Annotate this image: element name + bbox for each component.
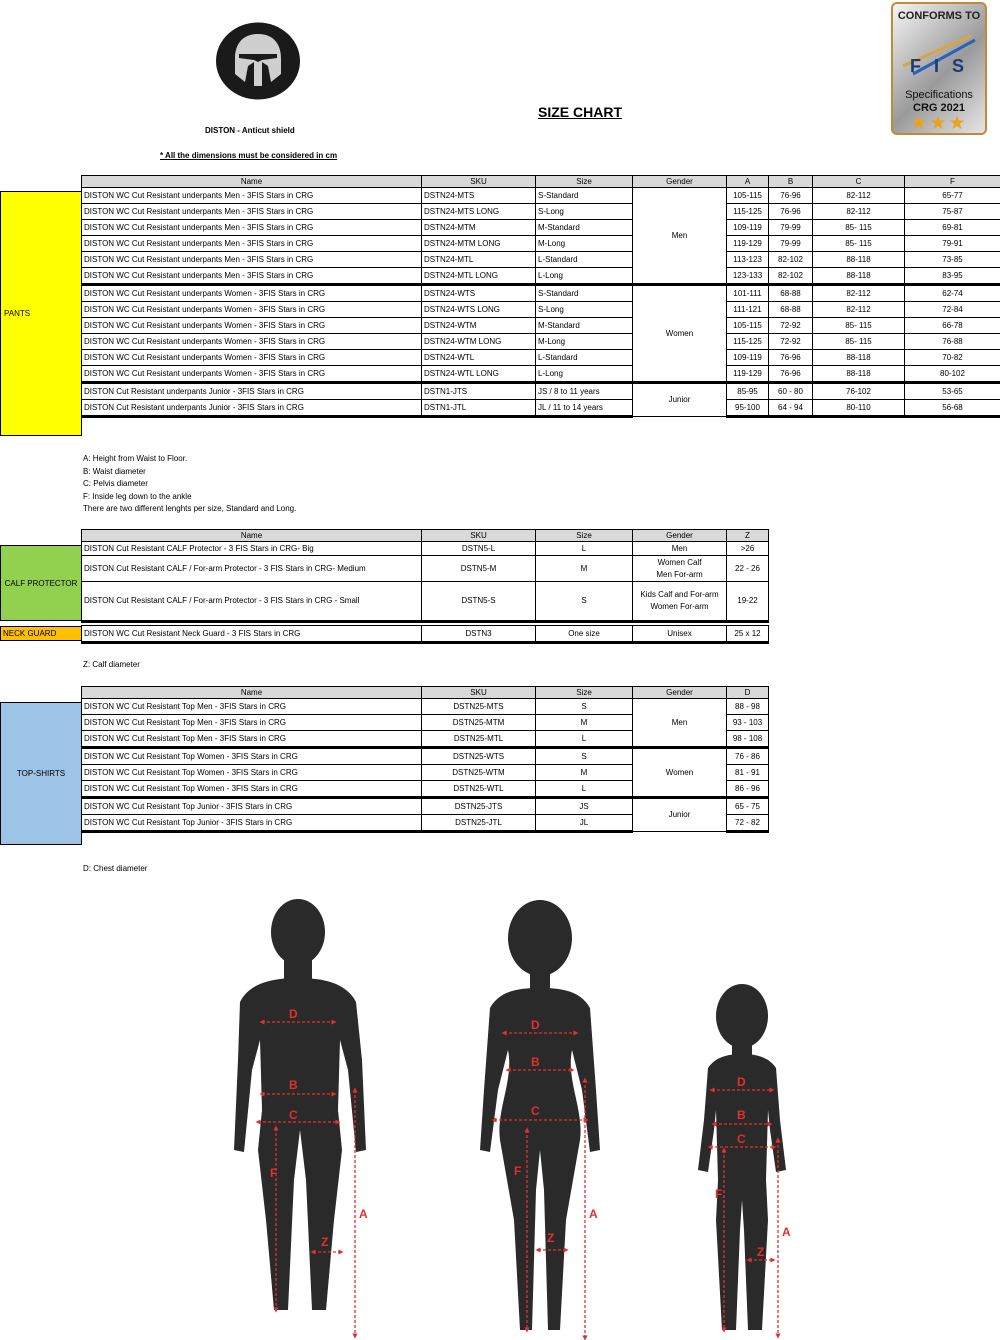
column-header: F xyxy=(905,176,1000,188)
cell-b: 60 - 80 xyxy=(769,383,813,400)
column-header: Z xyxy=(727,530,769,542)
table-row xyxy=(82,204,1000,220)
column-header: Size xyxy=(536,530,633,542)
cell-gender: Unisex xyxy=(633,626,727,643)
cell-sku: DSTN25-JTS xyxy=(422,798,536,815)
category-neck xyxy=(0,626,82,641)
child-silhouette xyxy=(698,984,786,1330)
cell-f: 65-77 xyxy=(905,188,1000,204)
cell-b: 68-88 xyxy=(769,285,813,302)
page-title: SIZE CHART xyxy=(538,104,622,120)
cell-size: M xyxy=(536,765,633,781)
cell-b: 79-99 xyxy=(769,236,813,252)
cell-name: DISTON WC Cut Resistant Top Junior - 3FIS Stars in CRG xyxy=(82,798,422,815)
category-tops-label: TOP-SHIRTS xyxy=(16,769,66,778)
cell-f: 80-102 xyxy=(905,366,1000,383)
cell-name: DISTON Cut Resistant CALF / For-arm Protector - 3 FIS Stars in CRG - Small xyxy=(82,582,422,622)
cell-b: 72-92 xyxy=(769,318,813,334)
cell-a: 115-125 xyxy=(727,204,769,220)
body-figures xyxy=(0,890,1000,1340)
fis-badge xyxy=(891,2,987,135)
woman-silhouette xyxy=(480,900,600,1330)
column-header: Size xyxy=(536,176,633,188)
child-label-d: D xyxy=(737,1075,746,1089)
cell-size: S xyxy=(536,748,633,765)
gender-line: Kids Calf and For-arm xyxy=(640,590,719,599)
cell-gender: Men xyxy=(633,188,727,285)
column-header: C xyxy=(813,176,905,188)
man-label-z: Z xyxy=(321,1235,329,1249)
cell-name: DISTON WC Cut Resistant Top Men - 3FIS Stars in CRG xyxy=(82,731,422,748)
cell-name: DISTON WC Cut Resistant Neck Guard - 3 FIS Stars in CRG xyxy=(82,626,422,643)
cell-f: 75-87 xyxy=(905,204,1000,220)
category-pants xyxy=(0,191,82,436)
cell-sku: DSTN24-MTM xyxy=(422,220,536,236)
cell-sku: DSTN1-JTL xyxy=(422,400,536,417)
column-header: Gender xyxy=(633,176,727,188)
cell-sku: DSTN24-MTL LONG xyxy=(422,268,536,285)
cell-c: 85- 115 xyxy=(813,334,905,350)
cell-size: JL / 11 to 14 years xyxy=(536,400,633,417)
cell-sku: DSTN5-S xyxy=(422,582,536,622)
cell-a: 85-95 xyxy=(727,383,769,400)
column-header: Gender xyxy=(633,530,727,542)
cell-sku: DSTN24-MTS xyxy=(422,188,536,204)
woman-label-a: A xyxy=(589,1207,598,1221)
woman-label-f: F xyxy=(514,1164,522,1178)
badge-stars-icon: ★★★ xyxy=(910,113,968,134)
cell-f: 56-68 xyxy=(905,400,1000,417)
cell-size: M-Long xyxy=(536,236,633,252)
cell-a: 123-133 xyxy=(727,268,769,285)
cell-a: 109-119 xyxy=(727,350,769,366)
cell-a: 113-123 xyxy=(727,252,769,268)
column-header: Name xyxy=(82,176,422,188)
cell-name: DISTON WC Cut Resistant underpants Women - 3FIS Stars in CRG xyxy=(82,318,422,334)
cell-name: DISTON Cut Resistant underpants Junior - 3FIS Stars in CRG xyxy=(82,383,422,400)
cell-f: 73-85 xyxy=(905,252,1000,268)
cell-b: 76-96 xyxy=(769,188,813,204)
cell-c: 82-112 xyxy=(813,285,905,302)
cell-sku: DSTN25-WTS xyxy=(422,748,536,765)
cell-b: 76-96 xyxy=(769,366,813,383)
cell-size: JS / 8 to 11 years xyxy=(536,383,633,400)
column-header: SKU xyxy=(422,687,536,699)
cell-c: 82-112 xyxy=(813,188,905,204)
table-row xyxy=(82,318,1000,334)
cell-sku: DSTN24-WTS xyxy=(422,285,536,302)
cell-sku: DSTN25-JTL xyxy=(422,815,536,832)
table-row xyxy=(82,236,1000,252)
badge-line2: Specifications xyxy=(905,89,973,101)
cell-name: DISTON Cut Resistant CALF Protector - 3 FIS Stars in CRG- Big xyxy=(82,542,422,556)
category-pants-label: PANTS xyxy=(4,309,31,318)
cell-d: 65 - 75 xyxy=(727,798,769,815)
table-row xyxy=(82,268,1000,285)
cell-name: DISTON WC Cut Resistant Top Women - 3FIS Stars in CRG xyxy=(82,765,422,781)
cell-c: 76-102 xyxy=(813,383,905,400)
child-label-a: A xyxy=(782,1225,791,1239)
table-row xyxy=(82,334,1000,350)
cell-name: DISTON WC Cut Resistant underpants Men - 3FIS Stars in CRG xyxy=(82,252,422,268)
cell-sku: DSTN24-WTL xyxy=(422,350,536,366)
table-header-row xyxy=(82,687,769,699)
column-header: B xyxy=(769,176,813,188)
cell-d: 81 - 91 xyxy=(727,765,769,781)
cell-gender xyxy=(633,542,727,556)
woman-label-b: B xyxy=(531,1055,540,1069)
cell-name: DISTON WC Cut Resistant underpants Women - 3FIS Stars in CRG xyxy=(82,366,422,383)
cell-z: 22 - 26 xyxy=(727,556,769,582)
cell-gender: Women xyxy=(633,748,727,798)
cell-c: 88-118 xyxy=(813,366,905,383)
cell-b: 72-92 xyxy=(769,334,813,350)
cell-f: 76-88 xyxy=(905,334,1000,350)
man-label-b: B xyxy=(289,1078,298,1092)
cell-size: L xyxy=(536,781,633,798)
man-label-f: F xyxy=(270,1166,278,1180)
cell-gender: Junior xyxy=(633,798,727,832)
cell-sku: DSTN1-JTS xyxy=(422,383,536,400)
table-row xyxy=(82,400,1000,417)
woman-label-z: Z xyxy=(547,1231,555,1245)
pants-table xyxy=(81,175,1000,418)
column-header: Size xyxy=(536,687,633,699)
cell-size: M-Standard xyxy=(536,220,633,236)
cell-gender: Junior xyxy=(633,383,727,417)
cell-sku: DSTN5-M xyxy=(422,556,536,582)
cell-name: DISTON WC Cut Resistant underpants Men - 3FIS Stars in CRG xyxy=(82,236,422,252)
cell-name: DISTON WC Cut Resistant Top Men - 3FIS Stars in CRG xyxy=(82,699,422,715)
child-label-b: B xyxy=(737,1108,746,1122)
table-row xyxy=(82,582,769,622)
table-row xyxy=(82,798,769,815)
cell-b: 76-96 xyxy=(769,204,813,220)
cell-name: DISTON WC Cut Resistant underpants Men - 3FIS Stars in CRG xyxy=(82,204,422,220)
cell-f: 69-81 xyxy=(905,220,1000,236)
cell-size: JS xyxy=(536,798,633,815)
cell-c: 82-112 xyxy=(813,204,905,220)
cell-sku: DSTN24-WTL LONG xyxy=(422,366,536,383)
cell-size: M-Standard xyxy=(536,318,633,334)
brand-caption: DISTON - Anticut shield xyxy=(205,126,295,135)
column-header: A xyxy=(727,176,769,188)
cell-gender: Men xyxy=(633,699,727,748)
cell-f: 79-91 xyxy=(905,236,1000,252)
category-calf xyxy=(0,545,82,621)
cell-a: 105-115 xyxy=(727,188,769,204)
cell-d: 88 - 98 xyxy=(727,699,769,715)
table-row xyxy=(82,542,769,556)
cell-z: >26 xyxy=(727,542,769,556)
cell-c: 88-118 xyxy=(813,252,905,268)
cell-size: S-Standard xyxy=(536,188,633,204)
column-header: SKU xyxy=(422,530,536,542)
man-label-a: A xyxy=(359,1207,368,1221)
cell-a: 119-129 xyxy=(727,366,769,383)
cell-name: DISTON Cut Resistant underpants Junior - 3FIS Stars in CRG xyxy=(82,400,422,417)
child-label-z: Z xyxy=(757,1245,765,1259)
gender-line: Men xyxy=(671,543,688,553)
calf-note: Z: Calf diameter xyxy=(83,660,140,669)
cell-name: DISTON WC Cut Resistant Top Men - 3FIS Stars in CRG xyxy=(82,715,422,731)
cell-name: DISTON WC Cut Resistant Top Women - 3FIS Stars in CRG xyxy=(82,781,422,798)
cell-size: S-Long xyxy=(536,302,633,318)
tops-table xyxy=(81,686,769,833)
woman-label-c: C xyxy=(531,1104,540,1118)
cell-gender xyxy=(633,556,727,582)
cell-sku: DSTN25-MTS xyxy=(422,699,536,715)
cell-size: JL xyxy=(536,815,633,832)
badge-line1: CONFORMS TO xyxy=(897,10,981,22)
man-silhouette xyxy=(234,899,366,1310)
cell-a: 105-115 xyxy=(727,318,769,334)
cell-size: S-Standard xyxy=(536,285,633,302)
tops-note: D: Chest diameter xyxy=(83,864,148,873)
pants-notes xyxy=(83,453,296,516)
column-header: Gender xyxy=(633,687,727,699)
cell-a: 119-129 xyxy=(727,236,769,252)
table-row xyxy=(82,366,1000,383)
cell-f: 53-65 xyxy=(905,383,1000,400)
cell-z: 25 x 12 xyxy=(727,626,769,643)
cell-a: 115-125 xyxy=(727,334,769,350)
cell-size: L-Standard xyxy=(536,350,633,366)
cell-d: 86 - 96 xyxy=(727,781,769,798)
cell-name: DISTON WC Cut Resistant Top Women - 3FIS Stars in CRG xyxy=(82,748,422,765)
cell-c: 82-112 xyxy=(813,302,905,318)
cell-d: 98 - 108 xyxy=(727,731,769,748)
cell-sku: DSTN24-MTM LONG xyxy=(422,236,536,252)
table-header-row xyxy=(82,176,1000,188)
cell-size: M xyxy=(536,715,633,731)
cell-b: 82-102 xyxy=(769,252,813,268)
table-row xyxy=(82,383,1000,400)
cell-f: 66-78 xyxy=(905,318,1000,334)
column-header: Name xyxy=(82,687,422,699)
man-label-c: C xyxy=(289,1108,298,1122)
cell-a: 95-100 xyxy=(727,400,769,417)
unit-note: * All the dimensions must be considered in cm xyxy=(160,151,338,160)
cell-name: DISTON WC Cut Resistant underpants Men - 3FIS Stars in CRG xyxy=(82,188,422,204)
table-row xyxy=(82,252,1000,268)
cell-sku: DSTN3 xyxy=(422,626,536,643)
note-line: A: Height from Waist to Floor. xyxy=(83,454,188,463)
cell-z: 19-22 xyxy=(727,582,769,622)
cell-d: 76 - 86 xyxy=(727,748,769,765)
cell-size: M xyxy=(536,556,633,582)
woman-label-d: D xyxy=(531,1018,540,1032)
cell-size: S-Long xyxy=(536,204,633,220)
cell-size: S xyxy=(536,699,633,715)
cell-c: 88-118 xyxy=(813,268,905,285)
category-calf-label: CALF PROTECTOR xyxy=(4,578,78,588)
cell-c: 85- 115 xyxy=(813,220,905,236)
table-row xyxy=(82,748,769,765)
cell-sku: DSTN25-MTL xyxy=(422,731,536,748)
badge-line3: CRG 2021 xyxy=(913,102,965,114)
cell-sku: DSTN24-WTS LONG xyxy=(422,302,536,318)
cell-b: 79-99 xyxy=(769,220,813,236)
cell-d: 72 - 82 xyxy=(727,815,769,832)
column-header: D xyxy=(727,687,769,699)
child-label-f: F xyxy=(715,1187,723,1201)
note-line: C: Pelvis diameter xyxy=(83,479,148,488)
table-row xyxy=(82,188,1000,204)
cell-f: 72-84 xyxy=(905,302,1000,318)
cell-sku: DSTN25-WTM xyxy=(422,765,536,781)
table-row xyxy=(82,699,769,715)
note-line: B: Waist diameter xyxy=(83,466,146,476)
column-header: SKU xyxy=(422,176,536,188)
cell-c: 85- 115 xyxy=(813,318,905,334)
table-row xyxy=(82,350,1000,366)
cell-f: 83-95 xyxy=(905,268,1000,285)
badge-fis: F I S xyxy=(909,56,968,76)
cell-c: 85- 115 xyxy=(813,236,905,252)
cell-b: 68-88 xyxy=(769,302,813,318)
cell-name: DISTON WC Cut Resistant underpants Women - 3FIS Stars in CRG xyxy=(82,350,422,366)
column-header: Name xyxy=(82,530,422,542)
cell-size: L-Long xyxy=(536,268,633,285)
cell-a: 101-111 xyxy=(727,285,769,302)
cell-name: DISTON WC Cut Resistant underpants Women - 3FIS Stars in CRG xyxy=(82,334,422,350)
cell-sku: DSTN24-WTM LONG xyxy=(422,334,536,350)
spartan-helmet-icon xyxy=(215,22,301,100)
cell-a: 111-121 xyxy=(727,302,769,318)
child-label-c: C xyxy=(737,1132,746,1146)
cell-b: 76-96 xyxy=(769,350,813,366)
table-row-neck xyxy=(82,626,769,643)
cell-size: L-Standard xyxy=(536,252,633,268)
gender-line: Women For-arm xyxy=(650,602,709,611)
cell-c: 88-118 xyxy=(813,350,905,366)
category-neck-label: NECK GUARD xyxy=(3,629,57,638)
cell-size: S xyxy=(536,582,633,622)
cell-a: 109-119 xyxy=(727,220,769,236)
cell-name: DISTON WC Cut Resistant underpants Women - 3FIS Stars in CRG xyxy=(82,302,422,318)
gender-line: Women Calf xyxy=(657,557,702,567)
table-row xyxy=(82,556,769,582)
category-tops xyxy=(0,702,82,845)
cell-size: One size xyxy=(536,626,633,643)
cell-name: DISTON WC Cut Resistant underpants Men - 3FIS Stars in CRG xyxy=(82,220,422,236)
cell-name: DISTON WC Cut Resistant Top Junior - 3FIS Stars in CRG xyxy=(82,815,422,832)
table-header-row xyxy=(82,530,769,542)
cell-f: 62-74 xyxy=(905,285,1000,302)
cell-f: 70-82 xyxy=(905,350,1000,366)
cell-name: DISTON Cut Resistant CALF / For-arm Protector - 3 FIS Stars in CRG- Medium xyxy=(82,556,422,582)
table-row xyxy=(82,302,1000,318)
cell-sku: DSTN24-MTL xyxy=(422,252,536,268)
note-line: There are two different lenghts per size, Standard and Long. xyxy=(83,504,297,513)
note-line: F: Inside leg down to the ankle xyxy=(83,491,192,501)
cell-size: L xyxy=(536,731,633,748)
brand-logo xyxy=(215,22,301,100)
cell-sku: DSTN5-L xyxy=(422,542,536,556)
cell-sku: DSTN24-WTM xyxy=(422,318,536,334)
cell-sku: DSTN24-MTS LONG xyxy=(422,204,536,220)
cell-size: M-Long xyxy=(536,334,633,350)
cell-b: 64 - 94 xyxy=(769,400,813,417)
gender-line: Men For-arm xyxy=(656,569,703,579)
table-row xyxy=(82,285,1000,302)
cell-name: DISTON WC Cut Resistant underpants Men - 3FIS Stars in CRG xyxy=(82,268,422,285)
calf-table xyxy=(81,529,769,644)
cell-c: 80-110 xyxy=(813,400,905,417)
cell-size: L-Long xyxy=(536,366,633,383)
cell-size: L xyxy=(536,542,633,556)
cell-sku: DSTN25-WTL xyxy=(422,781,536,798)
cell-gender: Women xyxy=(633,285,727,383)
man-label-d: D xyxy=(289,1007,298,1021)
cell-sku: DSTN25-MTM xyxy=(422,715,536,731)
cell-gender xyxy=(633,582,727,622)
table-row xyxy=(82,220,1000,236)
cell-name: DISTON WC Cut Resistant underpants Women - 3FIS Stars in CRG xyxy=(82,285,422,302)
cell-b: 82-102 xyxy=(769,268,813,285)
cell-d: 93 - 103 xyxy=(727,715,769,731)
